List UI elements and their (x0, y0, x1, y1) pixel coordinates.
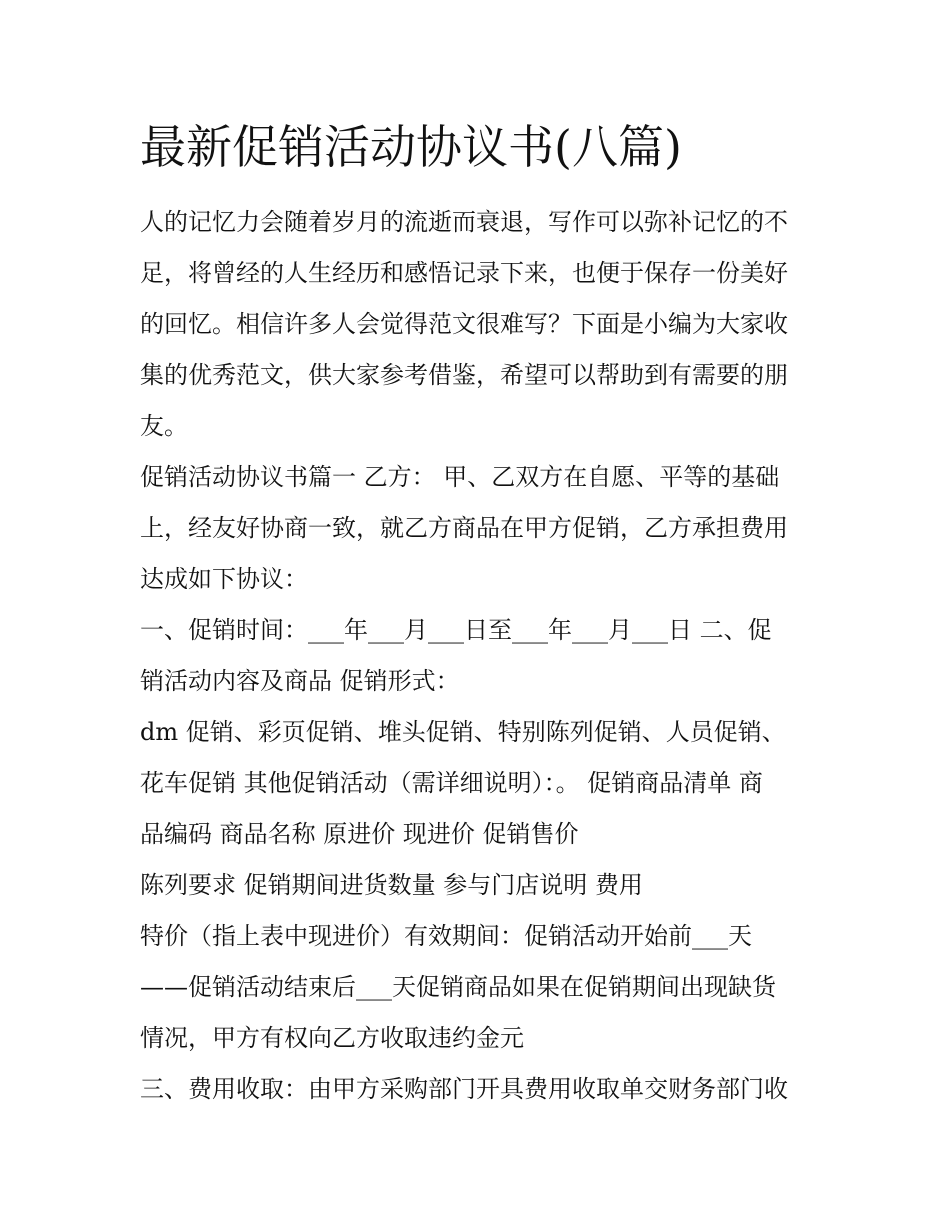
body-line-5: 友。 (140, 412, 188, 440)
body-line-10: 销活动内容及商品 促销形式： (140, 667, 460, 695)
body-line-4: 集的优秀范文，供大家参考借鉴，希望可以帮助到有需要的朋 (140, 361, 788, 389)
body-line-15: 特价（指上表中现进价）有效期间：促销活动开始前___天 (140, 922, 752, 950)
body-line-7: 上，经友好协商一致，就乙方商品在甲方促销，乙方承担费用 (140, 514, 788, 542)
body-line-8: 达成如下协议： (140, 565, 308, 593)
body-line-16: ——促销活动结束后___天促销商品如果在促销期间出现缺货 (140, 973, 776, 1001)
body-line-14: 陈列要求 促销期间进货数量 参与门店说明 费用 (140, 871, 643, 899)
document-title: 最新促销活动协议书(八篇) (140, 120, 682, 174)
body-line-13: 品编码 商品名称 原进价 现进价 促销售价 (140, 820, 579, 848)
body-line-3: 的回忆。相信许多人会觉得范文很难写？下面是小编为大家收 (140, 310, 788, 338)
body-line-18: 三、费用收取：由甲方采购部门开具费用收取单交财务部门收 (140, 1075, 788, 1103)
body-line-2: 足，将曾经的人生经历和感悟记录下来，也便于保存一份美好 (140, 259, 788, 287)
body-line-6: 促销活动协议书篇一 乙方： 甲、乙双方在自愿、平等的基础 (140, 463, 780, 491)
body-line-9: 一、促销时间：___年___月___日至___年___月___日 二、促 (140, 616, 772, 644)
body-line-11: dm 促销、彩页促销、堆头促销、特别陈列促销、人员促销、 (140, 718, 786, 746)
body-line-12: 花车促销 其他促销活动（需详细说明）：。 促销商品清单 商 (140, 769, 763, 797)
body-line-17: 情况，甲方有权向乙方收取违约金元 (140, 1024, 524, 1052)
body-line-1: 人的记忆力会随着岁月的流逝而衰退，写作可以弥补记忆的不 (140, 208, 788, 236)
